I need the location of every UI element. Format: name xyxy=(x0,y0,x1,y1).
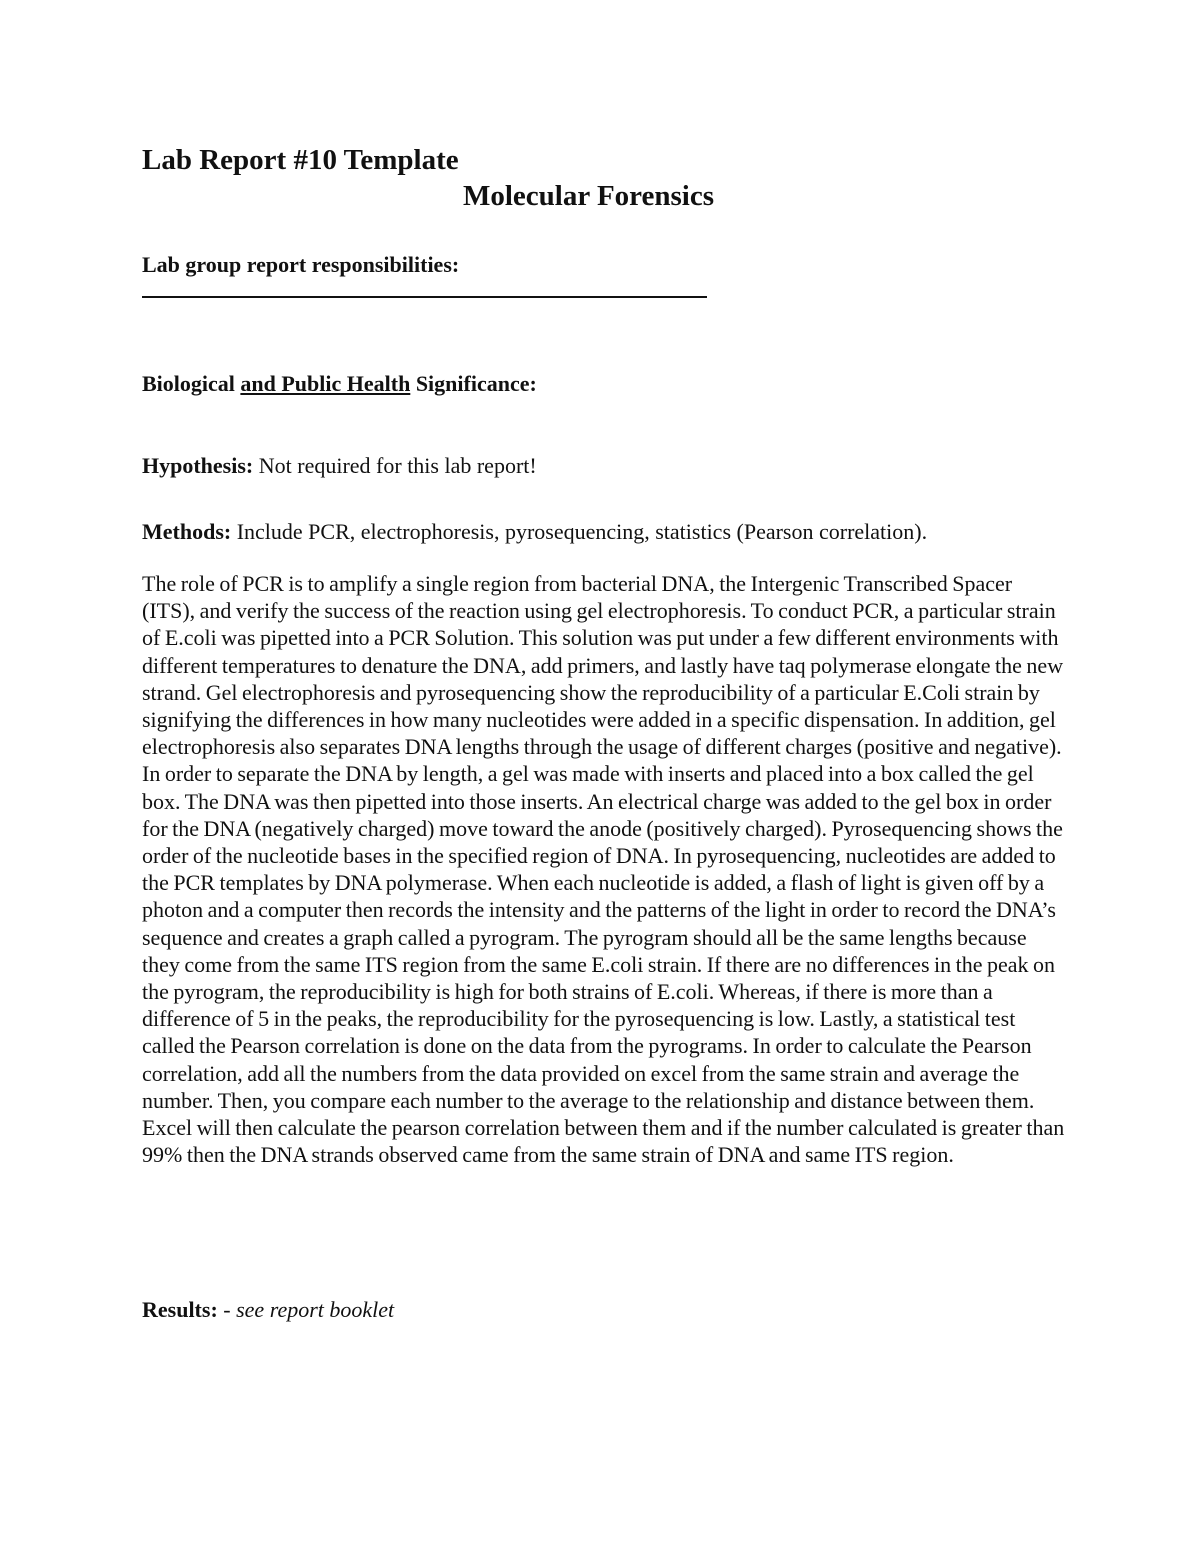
responsibilities-blank-line xyxy=(142,296,707,298)
hypothesis-section xyxy=(142,452,537,480)
hypothesis-label: Hypothesis: xyxy=(142,453,254,478)
methods-label: Methods: xyxy=(142,519,232,544)
document-title: Lab Report #10 Template xyxy=(142,144,459,176)
significance-heading-part1: Biological xyxy=(142,371,241,396)
hypothesis-text: Not required for this lab report! xyxy=(253,453,537,478)
document-subtitle: Molecular Forensics xyxy=(463,180,715,212)
responsibilities-heading: Lab group report responsibilities: xyxy=(142,252,460,277)
methods-text: Include PCR, electrophoresis, pyrosequencing, statistics (Pearson correlation). xyxy=(231,519,928,544)
methods-section xyxy=(142,518,927,546)
results-text: see report booklet xyxy=(236,1297,395,1322)
results-label: Results: xyxy=(142,1297,218,1322)
methods-body-paragraph: The role of PCR is to amplify a single region from bacterial DNA, the Intergenic Transcribed Spacer (ITS), and verify the success of the reaction using gel electrophoresis. To conduct PCR, a particular strain of E.coli was pipetted into a PCR Solution. This solution was put under a few different environments with different temperatures to denature the DNA, add primers, and lastly have taq polymerase elongate the new strand. Gel electrophoresis and pyrosequencing show the reproducibility of a particular E.Coli strain by signifying the differences in how many nucleotides were added in a specific dispensation. In addition, gel electrophoresis also separates DNA lengths through the usage of different charges (positive and negative). In order to separate the DNA by length, a gel was made with inserts and placed into a box called the gel box. The DNA was then pipetted into those inserts. An electrical charge was added to the gel box in order for the DNA (negatively charged) move toward the anode (positively charged). Pyrosequencing shows the order of the nucleotide bases in the specified region of DNA. In pyrosequencing, nucleotides are added to the PCR templates by DNA polymerase. When each nucleotide is added, a flash of light is given off by a photon and a computer then records the intensity and the patterns of the light in order to record the DNA’s sequence and creates a graph called a pyrogram. The pyrogram should all be the same lengths because they come from the same ITS region from the same E.coli strain. If there are no differences in the peak on the pyrogram, the reproducibility is high for both strains of E.coli. Whereas, if there is more than a difference of 5 in the peaks, the reproducibility for the pyrosequencing is low. Lastly, a statistical test called the Pearson correlation is done on the data from the pyrograms. In order to calculate the Pearson correlation, add all the numbers from the data provided on excel from the same strain and average the number. Then, you compare each number to the average to the relationship and distance between them. Excel will then calculate the pearson correlation between them and if the number calculated is greater than 99% then the DNA strands observed came from the same strain of DNA and same ITS region. xyxy=(142,571,1065,1168)
significance-heading xyxy=(142,370,537,398)
results-section xyxy=(142,1296,394,1324)
significance-heading-underlined: and Public Health xyxy=(240,371,411,396)
results-dash: - xyxy=(217,1297,237,1322)
significance-heading-part3: Significance: xyxy=(410,371,537,396)
